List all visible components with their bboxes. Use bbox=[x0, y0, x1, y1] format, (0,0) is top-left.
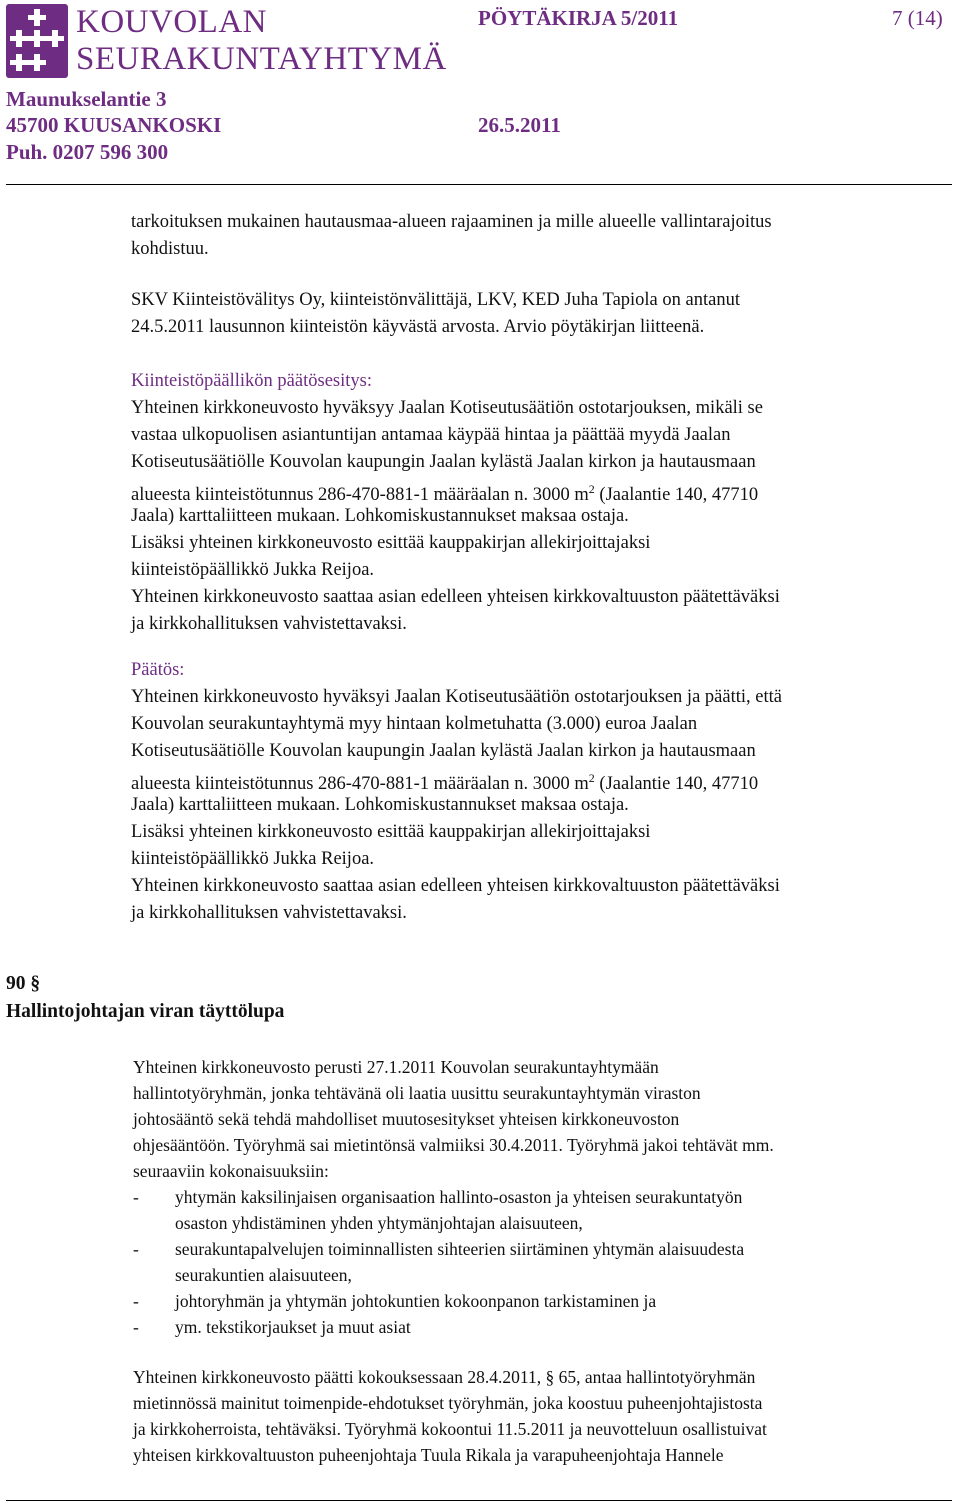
decision-line: Yhteinen kirkkoneuvosto hyväksyi Jaalan Kotiseutusäätiön ostotarjouksen ja päätti, että bbox=[131, 687, 782, 707]
section-title: Hallintojohtajan viran täyttölupa bbox=[6, 1001, 285, 1022]
decision-line: Yhteinen kirkkoneuvosto saattaa asian edelleen yhteisen kirkkovaltuuston päätettäväksi bbox=[131, 876, 780, 896]
address-street: Maunukselantie 3 bbox=[6, 87, 167, 111]
proposal-line: ja kirkkohallituksen vahvistettavaksi. bbox=[131, 614, 407, 634]
bullet-text: yhtymän kaksilinjaisen organisaation hallinto-osaston ja yhteisen seurakuntatyön bbox=[175, 1187, 743, 1207]
proposal-superscript: 2 bbox=[588, 482, 595, 496]
proposal-area-text: alueesta kiinteistötunnus 286-470-881-1 määräalan n. 3000 m bbox=[131, 485, 589, 506]
intro-line: SKV Kiinteistövälitys Oy, kiinteistönvälittäjä, LKV, KED Juha Tapiola on antanut bbox=[131, 290, 740, 310]
bullet-text: johtoryhmän ja yhtymän johtokuntien kokoonpanon tarkistaminen ja bbox=[175, 1291, 657, 1311]
decision-line: Kouvolan seurakuntayhtymä myy hintaan kolmetuhatta (3.000) euroa Jaalan bbox=[131, 714, 698, 734]
decision-line: Jaala) karttaliitteen mukaan. Lohkomiskustannukset maksaa ostaja. bbox=[131, 795, 629, 815]
section-paragraph-line: Yhteinen kirkkoneuvosto perusti 27.1.2011 Kouvolan seurakuntayhtymään bbox=[133, 1057, 659, 1077]
section-paragraph-line: ja kirkkoherroista, tehtäväksi. Työryhmä kokoontui 11.5.2011 ja neuvotteluun osallistuivat bbox=[133, 1419, 767, 1439]
footer-divider bbox=[6, 1500, 952, 1501]
section-number: 90 § bbox=[6, 973, 41, 994]
decision-line: ja kirkkohallituksen vahvistettavaksi. bbox=[131, 903, 407, 923]
decision-area-text: alueesta kiinteistötunnus 286-470-881-1 määräalan n. 3000 m bbox=[131, 774, 589, 795]
bullet-marker: - bbox=[133, 1239, 139, 1259]
decision-line: Lisäksi yhteinen kirkkoneuvosto esittää kauppakirjan allekirjoittajaksi bbox=[131, 822, 651, 842]
section-paragraph-line: johtosääntö sekä tehdä mahdolliset muutosesitykset yhteisen kirkkoneuvoston bbox=[133, 1109, 680, 1129]
intro-line: 24.5.2011 lausunnon kiinteistön käyvästä arvosta. Arvio pöytäkirjan liitteenä. bbox=[131, 317, 705, 337]
decision-heading: Päätös: bbox=[131, 660, 185, 680]
proposal-line: Yhteinen kirkkoneuvosto saattaa asian edelleen yhteisen kirkkovaltuuston päätettäväksi bbox=[131, 587, 780, 607]
proposal-address-text: (Jaalantie 140, 47710 bbox=[594, 485, 759, 506]
bullet-text: osaston yhdistäminen yhden yhtymänjohtajan alaisuuteen, bbox=[175, 1213, 583, 1233]
decision-line: Kotiseutusäätiölle Kouvolan kaupungin Jaalan kylästä Jaalan kirkon ja hautausmaan bbox=[131, 741, 756, 761]
header-divider bbox=[6, 184, 952, 185]
cross-logo-icon bbox=[6, 4, 68, 78]
intro-line: kohdistuu. bbox=[131, 239, 209, 259]
document-title: PÖYTÄKIRJA 5/2011 bbox=[478, 6, 679, 30]
decision-address-text: (Jaalantie 140, 47710 bbox=[594, 774, 759, 795]
decision-line: kiinteistöpäällikkö Jukka Reijoa. bbox=[131, 849, 375, 869]
section-paragraph-line: ohjesääntöön. Työryhmä sai mietintönsä valmiiksi 30.4.2011. Työryhmä jakoi tehtävät mm. bbox=[133, 1135, 774, 1155]
intro-line: tarkoituksen mukainen hautausmaa-alueen rajaaminen ja mille alueelle vallintarajoitus bbox=[131, 212, 772, 232]
proposal-heading: Kiinteistöpäällikön päätösesitys: bbox=[131, 371, 372, 391]
section-paragraph-line: yhteisen kirkkovaltuuston puheenjohtaja Tuula Rikala ja varapuheenjohtaja Hannele bbox=[133, 1445, 724, 1465]
proposal-line: Jaala) karttaliitteen mukaan. Lohkomiskustannukset maksaa ostaja. bbox=[131, 506, 629, 526]
decision-superscript: 2 bbox=[588, 771, 595, 785]
section-paragraph-line: Yhteinen kirkkoneuvosto päätti kokouksessaan 28.4.2011, § 65, antaa hallintotyöryhmän bbox=[133, 1367, 756, 1387]
proposal-line: kiinteistöpäällikkö Jukka Reijoa. bbox=[131, 560, 375, 580]
proposal-line: vastaa ulkopuolisen asiantuntijan antamaa käypää hintaa ja päättää myydä Jaalan bbox=[131, 425, 731, 445]
proposal-line: Yhteinen kirkkoneuvosto hyväksyy Jaalan Kotiseutusäätiön ostotarjouksen, mikäli se bbox=[131, 398, 763, 418]
bullet-marker: - bbox=[133, 1187, 139, 1207]
section-paragraph-line: hallintotyöryhmän, jonka tehtävänä oli laatia uusittu seurakuntayhtymän viraston bbox=[133, 1083, 701, 1103]
org-name-line1: KOUVOLAN bbox=[76, 4, 267, 40]
page-number: 7 (14) bbox=[892, 6, 943, 30]
bullet-marker: - bbox=[133, 1317, 139, 1337]
proposal-line: Kotiseutusäätiölle Kouvolan kaupungin Jaalan kylästä Jaalan kirkon ja hautausmaan bbox=[131, 452, 756, 472]
bullet-text: seurakuntien alaisuuteen, bbox=[175, 1265, 352, 1285]
section-paragraph-line: mietinnössä mainitut toimenpide-ehdotukset työryhmän, joka koostuu puheenjohtajistosta bbox=[133, 1393, 763, 1413]
bullet-marker: - bbox=[133, 1291, 139, 1311]
meeting-date: 26.5.2011 bbox=[478, 113, 561, 137]
bullet-text: ym. tekstikorjaukset ja muut asiat bbox=[175, 1317, 411, 1337]
proposal-line: Lisäksi yhteinen kirkkoneuvosto esittää kauppakirjan allekirjoittajaksi bbox=[131, 533, 651, 553]
address-postal: 45700 KUUSANKOSKI bbox=[6, 113, 222, 137]
address-phone: Puh. 0207 596 300 bbox=[6, 140, 169, 164]
org-name-line2: SEURAKUNTAYHTYMÄ bbox=[76, 41, 447, 77]
bullet-text: seurakuntapalvelujen toiminnallisten sihteerien siirtäminen yhtymän alaisuudesta bbox=[175, 1239, 745, 1259]
section-paragraph-line: seuraaviin kokonaisuuksiin: bbox=[133, 1161, 329, 1181]
